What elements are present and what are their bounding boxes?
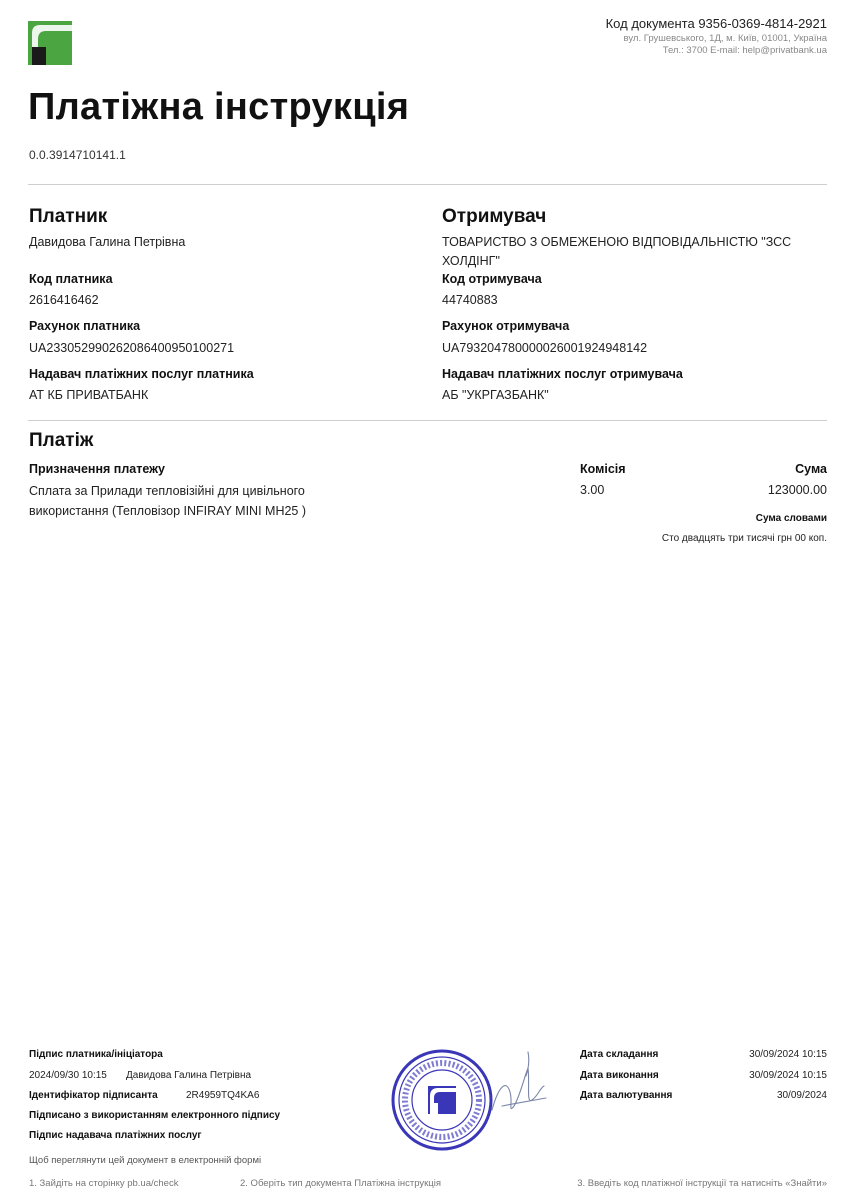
payer-code: 2616416462 xyxy=(29,293,99,307)
recipient-account: UA793204780000026001924948142 xyxy=(442,341,648,355)
payer-account: UA233052990262086400950100271 xyxy=(29,341,235,355)
bank-contacts: Тел.: 3700 E-mail: help@privatbank.ua xyxy=(662,45,827,56)
date-value: 30/09/2024 10:15 xyxy=(749,1049,827,1060)
signer-name: Давидова Галина Петрівна xyxy=(126,1070,252,1081)
amount-words-label: Сума словами xyxy=(755,513,827,524)
payer-provider: АТ КБ ПРИВАТБАНК xyxy=(29,388,149,402)
divider xyxy=(28,184,827,185)
signed-at: 2024/09/30 10:15 xyxy=(29,1070,107,1081)
payer-account-label: Рахунок платника xyxy=(29,319,141,333)
commission-value: 3.00 xyxy=(580,483,605,497)
check-step: 3. Введіть код платіжної інструкції та натисніть «Знайти» xyxy=(577,1178,827,1189)
payment-heading: Платіж xyxy=(29,430,94,451)
recipient-provider-label: Надавач платіжних послуг отримувача xyxy=(442,367,683,381)
date-value: 30/09/2024 xyxy=(776,1090,827,1101)
purpose-line: Сплата за Прилади тепловізійні для цивільного xyxy=(29,484,305,498)
privatbank-logo xyxy=(28,21,72,65)
recipient-name-line1: ТОВАРИСТВО З ОБМЕЖЕНОЮ ВІДПОВІДАЛЬНІСТЮ "ЗСС xyxy=(442,235,792,249)
provider-signature-label: Підпис надавача платіжних послуг xyxy=(29,1130,202,1141)
amount-words-value: Сто двадцять три тисячі грн 00 коп. xyxy=(661,533,827,544)
document-number: 0.0.3914710141.1 xyxy=(29,148,126,162)
date-label: Дата виконання xyxy=(580,1070,659,1081)
recipient-code: 44740883 xyxy=(442,293,498,307)
amount-label: Сума xyxy=(795,462,827,476)
payer-code-label: Код платника xyxy=(29,272,113,286)
recipient-name-line2: ХОЛДІНГ" xyxy=(442,254,500,268)
esign-note: Підписано з використанням електронного підпису xyxy=(29,1110,281,1121)
recipient-provider: АБ "УКРГАЗБАНК" xyxy=(442,388,549,402)
purpose-line: використання (Тепловізор INFIRAY MINI MH25 ) xyxy=(29,504,307,518)
signature-label: Підпис платника/ініціатора xyxy=(29,1049,163,1060)
page-title: Платіжна інструкція xyxy=(28,86,410,128)
purpose-value xyxy=(29,481,389,521)
commission-label: Комісія xyxy=(580,462,626,476)
check-step: 1. Зайдіть на сторінку pb.ua/check xyxy=(29,1178,179,1189)
signer-id: 2R4959TQ4KA6 xyxy=(186,1090,260,1101)
recipient-account-label: Рахунок отримувача xyxy=(442,319,570,333)
view-note: Щоб переглянути цей документ в електронній формі xyxy=(29,1155,262,1166)
divider xyxy=(28,420,827,421)
handwritten-signature xyxy=(488,1048,550,1128)
document-header-info xyxy=(606,16,827,57)
document-code: Код документа 9356-0369-4814-2921 xyxy=(605,16,827,31)
payer-provider-label: Надавач платіжних послуг платника xyxy=(29,367,254,381)
date-label: Дата складання xyxy=(580,1049,659,1060)
bank-stamp xyxy=(390,1048,494,1152)
payer-heading: Платник xyxy=(29,206,108,227)
payer-name: Давидова Галина Петрівна xyxy=(29,235,186,249)
check-step: 2. Оберіть тип документа Платіжна інструкція xyxy=(240,1178,441,1189)
signer-id-label: Ідентифікатор підписанта xyxy=(29,1090,158,1101)
recipient-code-label: Код отримувача xyxy=(442,272,542,286)
bank-address: вул. Грушевського, 1Д, м. Київ, 01001, Україна xyxy=(623,33,827,44)
date-value: 30/09/2024 10:15 xyxy=(749,1070,827,1081)
date-label: Дата валютування xyxy=(580,1090,673,1101)
recipient-heading: Отримувач xyxy=(442,206,547,227)
purpose-label: Призначення платежу xyxy=(29,462,165,476)
amount-value: 123000.00 xyxy=(767,483,827,497)
